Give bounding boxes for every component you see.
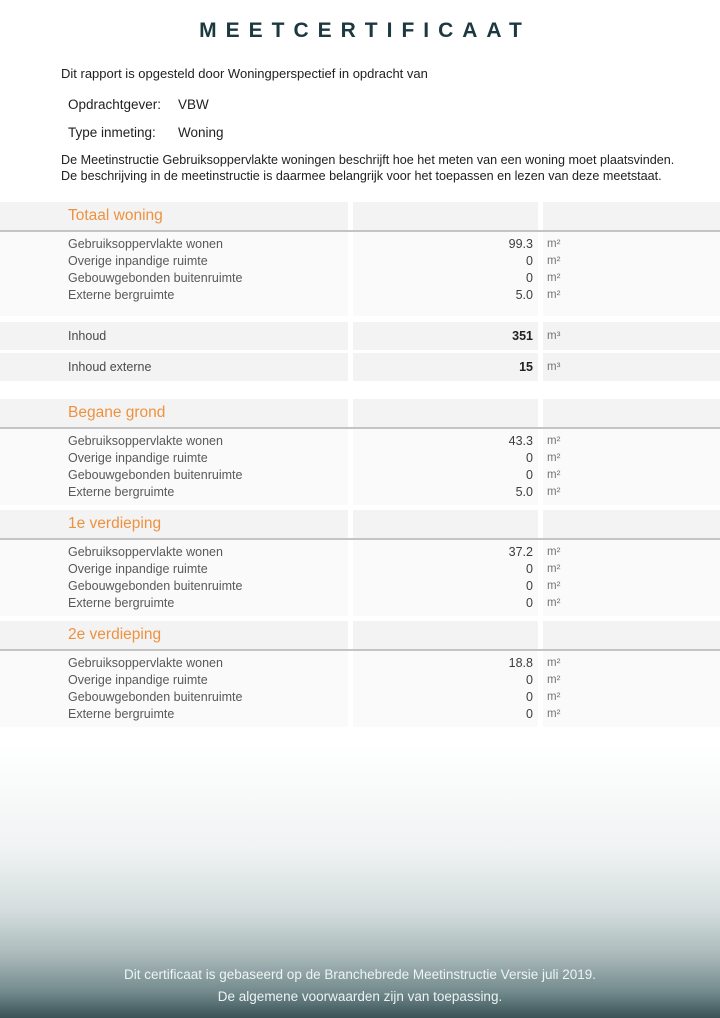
table-cell bbox=[543, 621, 720, 649]
section-heading: 2e verdieping bbox=[68, 626, 162, 643]
table-cell bbox=[543, 540, 720, 616]
row-unit: m² bbox=[547, 289, 561, 301]
row-label: Overige inpandige ruimte bbox=[68, 562, 208, 576]
row-value: 0 bbox=[526, 690, 533, 704]
client-value: VBW bbox=[178, 97, 209, 112]
total-label: Inhoud externe bbox=[68, 359, 152, 374]
table-cell bbox=[353, 510, 538, 538]
table-cell bbox=[543, 510, 720, 538]
row-label: Gebruiksoppervlakte wonen bbox=[68, 434, 223, 448]
section-rows bbox=[0, 540, 720, 616]
row-value: 0 bbox=[526, 451, 533, 465]
table-cell bbox=[353, 429, 538, 505]
row-unit: m² bbox=[547, 657, 561, 669]
row-unit: m² bbox=[547, 469, 561, 481]
row-unit: m² bbox=[547, 674, 561, 686]
row-value: 0 bbox=[526, 468, 533, 482]
row-value: 43.3 bbox=[508, 434, 533, 448]
row-unit: m² bbox=[547, 452, 561, 464]
row-unit: m² bbox=[547, 238, 561, 250]
table-cell bbox=[353, 651, 538, 727]
row-value: 18.8 bbox=[508, 656, 533, 670]
row-value: 37.2 bbox=[508, 545, 533, 559]
table-cell bbox=[0, 621, 348, 649]
description-text bbox=[61, 153, 720, 184]
row-value: 0 bbox=[526, 596, 533, 610]
table-cell bbox=[543, 651, 720, 727]
intro-text: Dit rapport is opgesteld door Woningperspectief in opdracht van bbox=[61, 66, 428, 81]
table-cell bbox=[543, 399, 720, 427]
row-label: Externe bergruimte bbox=[68, 485, 175, 499]
row-label: Overige inpandige ruimte bbox=[68, 254, 208, 268]
table-cell bbox=[0, 202, 348, 230]
section-header-totaal-woning bbox=[0, 202, 720, 230]
footer-line-2: De algemene voorwaarden zijn van toepassing. bbox=[217, 989, 503, 1004]
table-cell bbox=[353, 232, 538, 316]
table-cell bbox=[0, 322, 348, 350]
row-unit: m² bbox=[547, 486, 561, 498]
row-label: Gebouwgebonden buitenruimte bbox=[68, 271, 243, 285]
section-header-begane-grond bbox=[0, 399, 720, 427]
row-value: 5.0 bbox=[515, 485, 533, 499]
section-heading: Totaal woning bbox=[68, 207, 163, 224]
row-label: Overige inpandige ruimte bbox=[68, 451, 208, 465]
total-label: Inhoud bbox=[68, 328, 107, 343]
row-unit: m² bbox=[547, 255, 561, 267]
table-cell bbox=[0, 399, 348, 427]
row-unit: m² bbox=[547, 546, 561, 558]
table-cell bbox=[543, 429, 720, 505]
table-cell bbox=[543, 202, 720, 230]
table-cell bbox=[353, 322, 538, 350]
total-value: 351 bbox=[512, 328, 533, 343]
table-cell bbox=[543, 232, 720, 316]
row-label: Overige inpandige ruimte bbox=[68, 673, 208, 687]
section-2e-verdieping bbox=[0, 621, 720, 727]
row-label: Externe bergruimte bbox=[68, 596, 175, 610]
row-value: 5.0 bbox=[515, 288, 533, 302]
section-totaal-woning bbox=[0, 202, 720, 381]
client-label: Opdrachtgever: bbox=[68, 97, 162, 112]
description-line-1: De Meetinstructie Gebruiksoppervlakte woningen beschrijft hoe het meten van een woning moet plaatsvinden. bbox=[61, 153, 675, 167]
row-label: Externe bergruimte bbox=[68, 707, 175, 721]
table-cell bbox=[353, 353, 538, 381]
table-cell bbox=[0, 353, 348, 381]
footer-line-1: Dit certificaat is gebaseerd op de Branchebrede Meetinstructie Versie juli 2019. bbox=[123, 967, 596, 982]
section-heading: Begane grond bbox=[68, 404, 166, 421]
footer bbox=[0, 964, 720, 1008]
section-rows bbox=[0, 429, 720, 505]
row-label: Gebouwgebonden buitenruimte bbox=[68, 690, 243, 704]
description-line-2: De beschrijving in de meetinstructie is daarmee belangrijk voor het toepassen en lezen van deze meetstaat. bbox=[61, 168, 662, 183]
table-cell bbox=[353, 621, 538, 649]
measurement-type-value: Woning bbox=[178, 125, 224, 140]
total-row bbox=[0, 322, 720, 350]
measurement-table bbox=[0, 202, 720, 727]
page-title: MEETCERTIFICAAT bbox=[199, 19, 531, 42]
table-cell bbox=[353, 399, 538, 427]
section-header-2e-verdieping bbox=[0, 621, 720, 649]
table-cell bbox=[543, 353, 720, 381]
row-label: Gebruiksoppervlakte wonen bbox=[68, 656, 223, 670]
section-1e-verdieping bbox=[0, 510, 720, 616]
row-value: 99.3 bbox=[508, 237, 533, 251]
row-unit: m² bbox=[547, 597, 561, 609]
table-cell bbox=[0, 429, 348, 505]
row-label: Gebruiksoppervlakte wonen bbox=[68, 545, 223, 559]
total-unit: m³ bbox=[547, 329, 561, 342]
row-unit: m² bbox=[547, 272, 561, 284]
row-unit: m² bbox=[547, 435, 561, 447]
row-value: 0 bbox=[526, 562, 533, 576]
table-cell bbox=[0, 540, 348, 616]
row-label: Gebouwgebonden buitenruimte bbox=[68, 579, 243, 593]
row-value: 0 bbox=[526, 673, 533, 687]
table-cell bbox=[0, 651, 348, 727]
table-cell bbox=[0, 510, 348, 538]
meta-block bbox=[68, 97, 720, 141]
row-unit: m² bbox=[547, 708, 561, 720]
client-row bbox=[68, 97, 720, 113]
total-row bbox=[0, 353, 720, 381]
row-unit: m² bbox=[547, 580, 561, 592]
measurement-type-label: Type inmeting: bbox=[68, 125, 156, 140]
measurement-type-row bbox=[68, 125, 720, 141]
row-value: 0 bbox=[526, 579, 533, 593]
row-label: Externe bergruimte bbox=[68, 288, 175, 302]
row-value: 0 bbox=[526, 707, 533, 721]
table-cell bbox=[353, 540, 538, 616]
row-label: Gebruiksoppervlakte wonen bbox=[68, 237, 223, 251]
row-unit: m² bbox=[547, 691, 561, 703]
table-cell bbox=[543, 322, 720, 350]
section-heading: 1e verdieping bbox=[68, 515, 162, 532]
section-begane-grond bbox=[0, 399, 720, 505]
row-value: 0 bbox=[526, 254, 533, 268]
total-unit: m³ bbox=[547, 360, 561, 373]
row-value: 0 bbox=[526, 271, 533, 285]
section-rows bbox=[0, 651, 720, 727]
row-unit: m² bbox=[547, 563, 561, 575]
table-cell bbox=[353, 202, 538, 230]
section-header-1e-verdieping bbox=[0, 510, 720, 538]
row-label: Gebouwgebonden buitenruimte bbox=[68, 468, 243, 482]
total-value: 15 bbox=[519, 359, 533, 374]
section-rows bbox=[0, 232, 720, 316]
table-cell bbox=[0, 232, 348, 316]
